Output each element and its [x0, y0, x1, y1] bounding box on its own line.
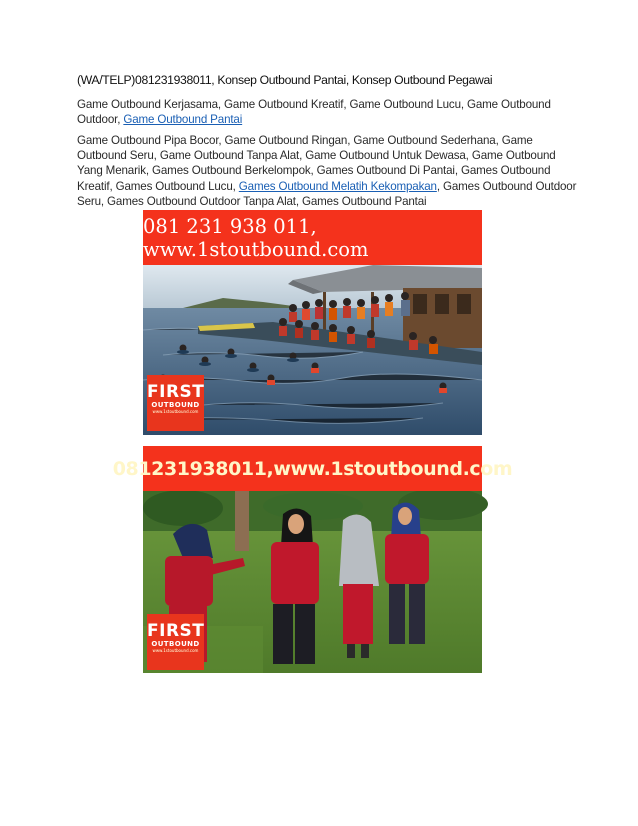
- paragraph-2-text-before: Game Outbound Pipa Bocor, Game Outbound Ringan, Game Outbound Sederhana, Game Outbound Seru, Game Outbound Tanpa Alat, Game Outbound Untuk Dewasa, Game Outbound Yang Menarik, Games Outbound Berkelompok, Games Outbound Di Pantai, Games Outbound Kreatif, Games Outbound Lucu,: [77, 134, 556, 193]
- photo2-banner: 081231938011,www.1stoutbound.com: [143, 446, 482, 491]
- paragraph-1-text: Game Outbound Kerjasama, Game Outbound Kreatif, Game Outbound Lucu, Game Outbound Outdoor,: [77, 98, 551, 127]
- first-outbound-logo-2: [147, 614, 204, 670]
- paragraph-2: [77, 133, 577, 209]
- paragraph-1: [77, 97, 577, 127]
- logo-outbound-text: OUTBOUND: [151, 401, 200, 409]
- photo-water-outbound: [143, 210, 482, 435]
- first-outbound-logo: [147, 375, 204, 431]
- logo-url-text: www.1stoutbound.com: [152, 648, 199, 653]
- logo-first-text: FIRST: [147, 382, 205, 402]
- document-title: (WA/TELP)081231938011, Konsep Outbound Pantai, Konsep Outbound Pegawai: [77, 73, 493, 87]
- paragraph-2-text-after: , Games Outbound Outdoor Seru, Games Outbound Outdoor Tanpa Alat, Games Outbound Pantai: [77, 179, 577, 208]
- logo-url-text: www.1stoutbound.com: [152, 409, 199, 414]
- logo-outbound-text: OUTBOUND: [151, 640, 200, 648]
- link-games-outbound-melatih-kekompakan[interactable]: Games Outbound Melatih Kekompakan: [238, 179, 437, 193]
- logo-first-text: FIRST: [147, 621, 205, 641]
- photo-field-outbound: [112, 446, 513, 673]
- link-game-outbound-pantai[interactable]: Game Outbound Pantai: [123, 113, 243, 127]
- photo1-banner: 081 231 938 011, www.1stoutbound.com: [143, 210, 482, 265]
